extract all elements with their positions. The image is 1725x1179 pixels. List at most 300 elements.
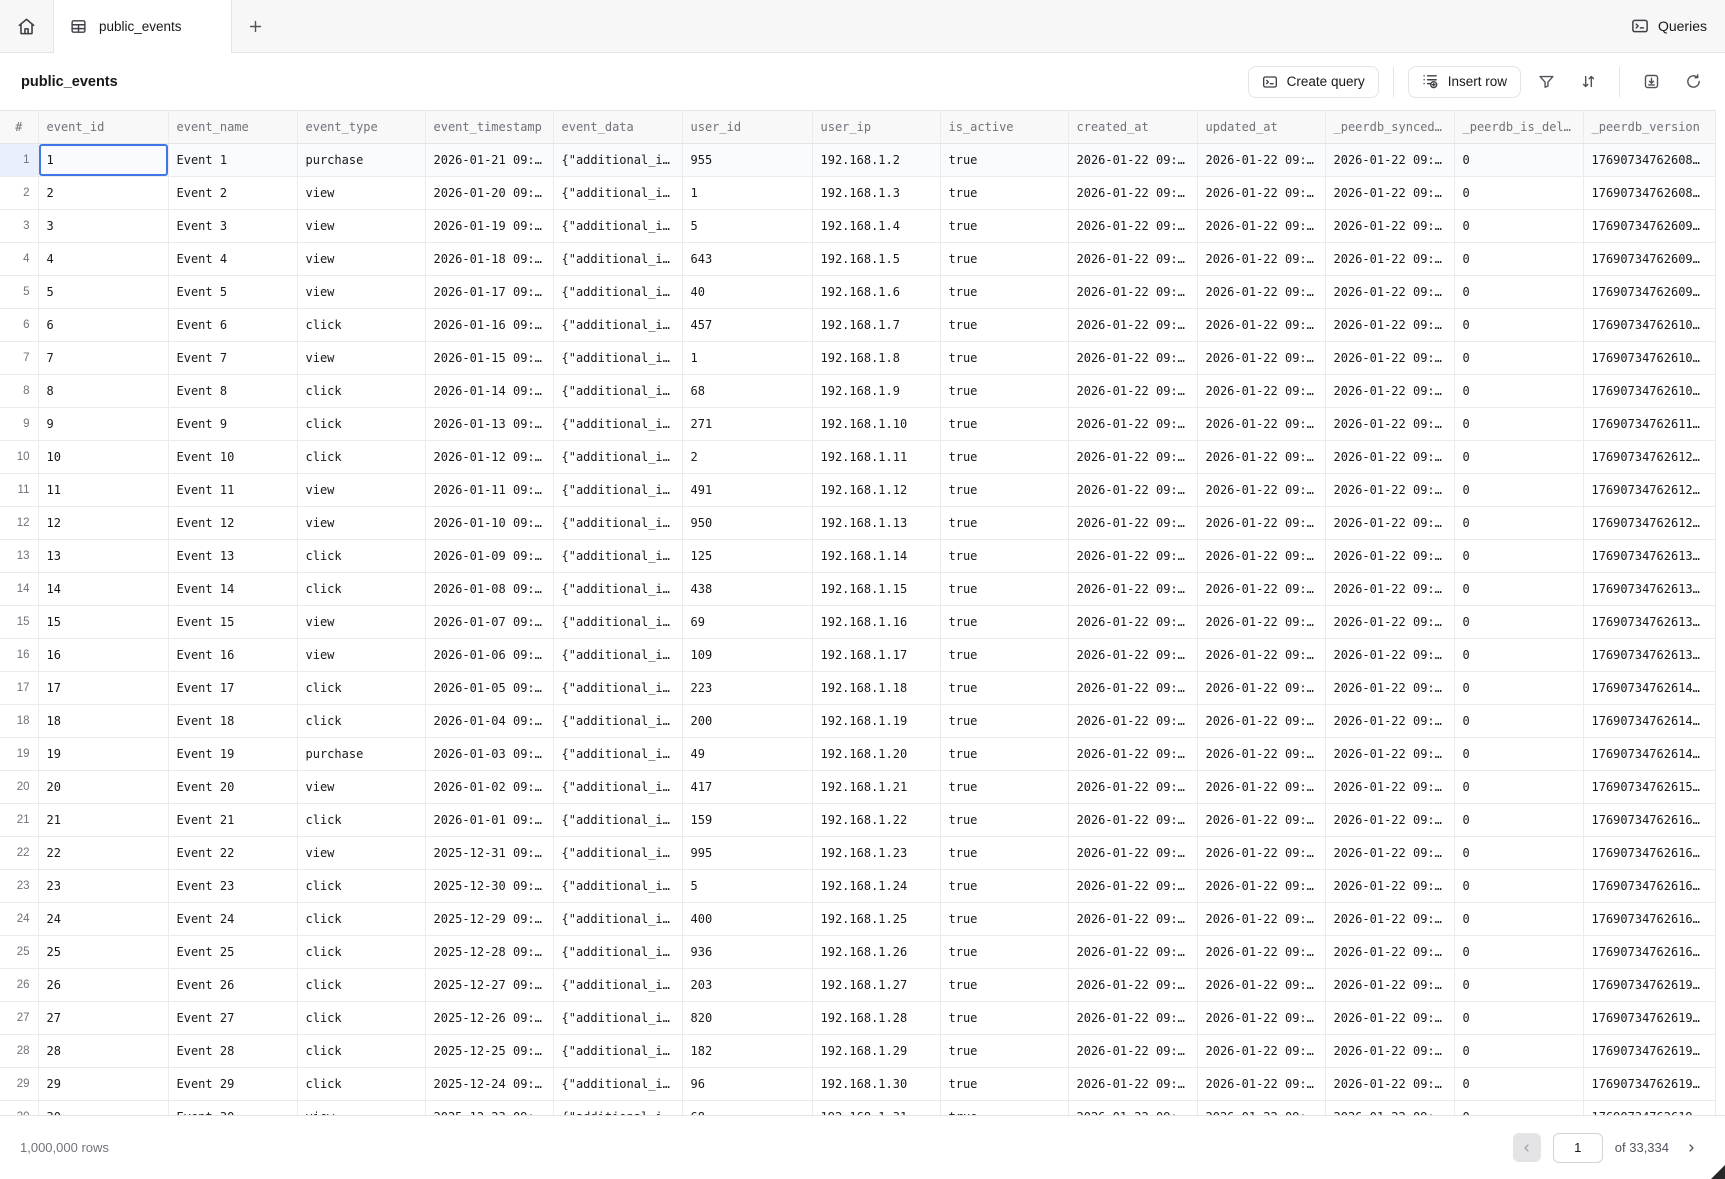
table-cell[interactable]: 4: [38, 243, 168, 276]
table-cell[interactable]: 2026-01-22 09:…: [1068, 771, 1197, 804]
table-cell[interactable]: 0: [1454, 936, 1583, 969]
table-cell[interactable]: 21: [38, 804, 168, 837]
table-cell[interactable]: 2026-01-22 09:…: [1197, 210, 1325, 243]
table-cell[interactable]: 5: [682, 210, 812, 243]
table-cell[interactable]: 192.168.1.22: [812, 804, 940, 837]
table-cell[interactable]: 2026-01-01 09:…: [425, 804, 553, 837]
table-cell[interactable]: true: [940, 144, 1068, 177]
sort-button[interactable]: [1571, 66, 1605, 98]
table-cell[interactable]: 14: [38, 573, 168, 606]
table-cell[interactable]: {"additional_i…: [553, 837, 682, 870]
table-cell[interactable]: click: [297, 672, 425, 705]
table-cell[interactable]: 0: [1454, 639, 1583, 672]
table-cell[interactable]: 2026-01-22 09:…: [1325, 804, 1454, 837]
table-cell[interactable]: {"additional_i…: [553, 705, 682, 738]
table-cell[interactable]: 2025-12-25 09:…: [425, 1035, 553, 1068]
table-cell[interactable]: true: [940, 804, 1068, 837]
table-cell[interactable]: Event 29: [168, 1068, 297, 1101]
table-cell[interactable]: 438: [682, 573, 812, 606]
table-cell[interactable]: 13: [38, 540, 168, 573]
table-cell[interactable]: Event 16: [168, 639, 297, 672]
table-cell[interactable]: 0: [1454, 738, 1583, 771]
row-number[interactable]: 26: [0, 969, 38, 1002]
row-number[interactable]: 12: [0, 507, 38, 540]
table-cell[interactable]: 2026-01-22 09:…: [1197, 738, 1325, 771]
row-number[interactable]: 22: [0, 837, 38, 870]
table-cell[interactable]: view: [297, 210, 425, 243]
table-cell[interactable]: 17690734762616…: [1583, 870, 1715, 903]
table-cell[interactable]: {"additional_i…: [553, 969, 682, 1002]
table-cell[interactable]: Event 8: [168, 375, 297, 408]
table-cell[interactable]: true: [940, 903, 1068, 936]
table-cell[interactable]: 192.168.1.17: [812, 639, 940, 672]
row-number[interactable]: 2: [0, 177, 38, 210]
table-cell[interactable]: Event 27: [168, 1002, 297, 1035]
table-cell[interactable]: 2026-01-22 09:…: [1325, 969, 1454, 1002]
table-cell[interactable]: 17690734762608…: [1583, 144, 1715, 177]
table-cell[interactable]: 2026-01-22 09:…: [1197, 144, 1325, 177]
row-number[interactable]: 1: [0, 144, 38, 177]
table-cell[interactable]: Event 22: [168, 837, 297, 870]
table-cell[interactable]: {"additional_i…: [553, 870, 682, 903]
table-cell[interactable]: 936: [682, 936, 812, 969]
table-cell[interactable]: 2026-01-19 09:…: [425, 210, 553, 243]
table-cell[interactable]: 2026-01-22 09:…: [1197, 1002, 1325, 1035]
table-cell[interactable]: 17: [38, 672, 168, 705]
table-cell[interactable]: 2026-01-22 09:…: [1068, 540, 1197, 573]
table-cell[interactable]: 0: [1454, 144, 1583, 177]
table-cell[interactable]: 17690734762613…: [1583, 540, 1715, 573]
table-cell[interactable]: Event 14: [168, 573, 297, 606]
table-cell[interactable]: 2026-01-05 09:…: [425, 672, 553, 705]
table-cell[interactable]: 2026-01-22 09:…: [1325, 309, 1454, 342]
table-cell[interactable]: 6: [38, 309, 168, 342]
table-cell[interactable]: 17690734762614…: [1583, 705, 1715, 738]
table-cell[interactable]: {"additional_i…: [553, 540, 682, 573]
table-cell[interactable]: 17690734762610…: [1583, 342, 1715, 375]
table-cell[interactable]: {"additional_i…: [553, 474, 682, 507]
column-header-peerdb-synced[interactable]: _peerdb_synced…: [1325, 111, 1454, 144]
window-resize-handle[interactable]: [1711, 1165, 1725, 1179]
table-cell[interactable]: 49: [682, 738, 812, 771]
table-cell[interactable]: 17690734762619…: [1583, 1035, 1715, 1068]
table-cell[interactable]: Event 18: [168, 705, 297, 738]
row-number[interactable]: 3: [0, 210, 38, 243]
table-cell[interactable]: 0: [1454, 1068, 1583, 1101]
table-cell[interactable]: {"additional_i…: [553, 342, 682, 375]
table-cell[interactable]: {"additional_i…: [553, 771, 682, 804]
table-cell[interactable]: 2026-01-11 09:…: [425, 474, 553, 507]
table-cell[interactable]: 417: [682, 771, 812, 804]
table-cell[interactable]: {"additional_i…: [553, 738, 682, 771]
table-cell[interactable]: 0: [1454, 1002, 1583, 1035]
table-cell[interactable]: 2026-01-22 09:…: [1325, 375, 1454, 408]
table-cell[interactable]: 2026-01-22 09:…: [1068, 672, 1197, 705]
table-cell[interactable]: 2026-01-06 09:…: [425, 639, 553, 672]
table-cell[interactable]: {"additional_i…: [553, 606, 682, 639]
table-cell[interactable]: 2026-01-22 09:…: [1325, 1035, 1454, 1068]
table-cell[interactable]: 192.168.1.26: [812, 936, 940, 969]
table-cell[interactable]: 2025-12-31 09:…: [425, 837, 553, 870]
table-cell[interactable]: click: [297, 441, 425, 474]
table-cell[interactable]: 0: [1454, 573, 1583, 606]
table-cell[interactable]: true: [940, 639, 1068, 672]
table-cell[interactable]: purchase: [297, 738, 425, 771]
table-cell[interactable]: 0: [1454, 210, 1583, 243]
table-cell[interactable]: 2026-01-22 09:…: [1325, 276, 1454, 309]
table-cell[interactable]: true: [940, 969, 1068, 1002]
table-cell[interactable]: 25: [38, 936, 168, 969]
refresh-button[interactable]: [1676, 66, 1710, 98]
queries-button[interactable]: [1613, 0, 1725, 52]
table-cell[interactable]: 2026-01-22 09:…: [1197, 1068, 1325, 1101]
table-cell[interactable]: 0: [1454, 408, 1583, 441]
table-cell[interactable]: true: [940, 1035, 1068, 1068]
table-cell[interactable]: 2026-01-22 09:…: [1197, 969, 1325, 1002]
table-cell[interactable]: 109: [682, 639, 812, 672]
table-cell[interactable]: 2026-01-22 09:…: [1068, 144, 1197, 177]
table-cell[interactable]: 19: [38, 738, 168, 771]
table-cell[interactable]: 192.168.1.10: [812, 408, 940, 441]
table-cell[interactable]: 22: [38, 837, 168, 870]
table-cell[interactable]: 192.168.1.9: [812, 375, 940, 408]
table-cell[interactable]: Event 5: [168, 276, 297, 309]
row-number[interactable]: 28: [0, 1035, 38, 1068]
table-cell[interactable]: 0: [1454, 441, 1583, 474]
table-cell[interactable]: 0: [1454, 705, 1583, 738]
row-number[interactable]: 15: [0, 606, 38, 639]
table-cell[interactable]: 2026-01-22 09:…: [1197, 177, 1325, 210]
row-number[interactable]: 25: [0, 936, 38, 969]
table-cell[interactable]: 2026-01-22 09:…: [1068, 474, 1197, 507]
table-cell[interactable]: 2026-01-22 09:…: [1068, 903, 1197, 936]
table-cell[interactable]: 192.168.1.15: [812, 573, 940, 606]
table-cell[interactable]: 0: [1454, 540, 1583, 573]
insert-row-button[interactable]: [1408, 66, 1521, 98]
table-cell[interactable]: 223: [682, 672, 812, 705]
home-button[interactable]: [0, 0, 53, 52]
filter-button[interactable]: [1529, 66, 1563, 98]
table-cell[interactable]: 5: [682, 870, 812, 903]
table-cell[interactable]: view: [297, 177, 425, 210]
table-cell[interactable]: {"additional_i…: [553, 177, 682, 210]
table-cell[interactable]: Event 4: [168, 243, 297, 276]
table-cell[interactable]: {"additional_i…: [553, 210, 682, 243]
table-cell[interactable]: 17690734762610…: [1583, 375, 1715, 408]
table-cell[interactable]: 2026-01-22 09:…: [1197, 606, 1325, 639]
table-cell[interactable]: 2026-01-22 09:…: [1325, 672, 1454, 705]
table-cell[interactable]: 2026-01-22 09:…: [1325, 540, 1454, 573]
table-cell[interactable]: true: [940, 1002, 1068, 1035]
table-cell[interactable]: 2026-01-22 09:…: [1197, 441, 1325, 474]
table-cell[interactable]: {"additional_i…: [553, 309, 682, 342]
row-number[interactable]: 23: [0, 870, 38, 903]
table-cell[interactable]: Event 15: [168, 606, 297, 639]
table-cell[interactable]: 995: [682, 837, 812, 870]
table-cell[interactable]: 28: [38, 1035, 168, 1068]
row-number[interactable]: 6: [0, 309, 38, 342]
table-cell[interactable]: 2026-01-22 09:…: [1068, 639, 1197, 672]
table-cell[interactable]: 192.168.1.19: [812, 705, 940, 738]
table-cell[interactable]: 24: [38, 903, 168, 936]
table-cell[interactable]: Event 1: [168, 144, 297, 177]
table-cell[interactable]: 17690734762616…: [1583, 936, 1715, 969]
table-cell[interactable]: 17690734762610…: [1583, 309, 1715, 342]
table-cell[interactable]: true: [940, 540, 1068, 573]
table-cell[interactable]: true: [940, 342, 1068, 375]
table-cell[interactable]: 2026-01-04 09:…: [425, 705, 553, 738]
table-cell[interactable]: 192.168.1.18: [812, 672, 940, 705]
table-cell[interactable]: 192.168.1.21: [812, 771, 940, 804]
column-header-user-id[interactable]: user_id: [682, 111, 812, 144]
next-page-button[interactable]: [1681, 1134, 1701, 1162]
table-cell[interactable]: 192.168.1.7: [812, 309, 940, 342]
table-cell[interactable]: 69: [682, 606, 812, 639]
table-cell[interactable]: Event 26: [168, 969, 297, 1002]
table-cell[interactable]: 2026-01-22 09:…: [1197, 672, 1325, 705]
column-header-updated-at[interactable]: updated_at: [1197, 111, 1325, 144]
table-cell[interactable]: purchase: [297, 144, 425, 177]
table-cell[interactable]: 1: [682, 342, 812, 375]
table-cell[interactable]: Event 11: [168, 474, 297, 507]
table-cell[interactable]: 2026-01-22 09:…: [1325, 639, 1454, 672]
table-cell[interactable]: 16: [38, 639, 168, 672]
table-cell[interactable]: {"additional_i…: [553, 441, 682, 474]
table-cell[interactable]: 29: [38, 1068, 168, 1101]
row-number[interactable]: 24: [0, 903, 38, 936]
table-cell[interactable]: 0: [1454, 375, 1583, 408]
table-cell[interactable]: 11: [38, 474, 168, 507]
table-cell[interactable]: 2026-01-22 09:…: [1068, 441, 1197, 474]
table-cell[interactable]: 17690734762608…: [1583, 177, 1715, 210]
table-cell[interactable]: 1: [38, 144, 168, 177]
table-cell[interactable]: 271: [682, 408, 812, 441]
table-cell[interactable]: 192.168.1.8: [812, 342, 940, 375]
table-cell[interactable]: 2026-01-22 09:…: [1068, 342, 1197, 375]
table-cell[interactable]: Event 17: [168, 672, 297, 705]
table-cell[interactable]: {"additional_i…: [553, 573, 682, 606]
table-cell[interactable]: 192.168.1.12: [812, 474, 940, 507]
table-cell[interactable]: 2026-01-22 09:…: [1197, 309, 1325, 342]
table-cell[interactable]: 192.168.1.29: [812, 1035, 940, 1068]
table-cell[interactable]: 192.168.1.5: [812, 243, 940, 276]
table-cell[interactable]: Event 24: [168, 903, 297, 936]
table-cell[interactable]: 2026-01-17 09:…: [425, 276, 553, 309]
table-cell[interactable]: 0: [1454, 870, 1583, 903]
table-cell[interactable]: 0: [1454, 474, 1583, 507]
table-cell[interactable]: Event 3: [168, 210, 297, 243]
row-number[interactable]: 17: [0, 672, 38, 705]
table-cell[interactable]: 192.168.1.20: [812, 738, 940, 771]
table-cell[interactable]: 15: [38, 606, 168, 639]
table-cell[interactable]: {"additional_i…: [553, 507, 682, 540]
table-cell[interactable]: 2026-01-22 09:…: [1197, 243, 1325, 276]
table-cell[interactable]: Event 20: [168, 771, 297, 804]
table-cell[interactable]: 2026-01-22 09:…: [1197, 507, 1325, 540]
table-cell[interactable]: 2026-01-22 09:…: [1325, 573, 1454, 606]
table-cell[interactable]: 2026-01-22 09:…: [1068, 177, 1197, 210]
table-cell[interactable]: 17690734762612…: [1583, 507, 1715, 540]
row-number[interactable]: 20: [0, 771, 38, 804]
table-cell[interactable]: 17690734762614…: [1583, 738, 1715, 771]
table-cell[interactable]: true: [940, 408, 1068, 441]
table-cell[interactable]: 192.168.1.23: [812, 837, 940, 870]
table-cell[interactable]: 96: [682, 1068, 812, 1101]
table-cell[interactable]: 2026-01-10 09:…: [425, 507, 553, 540]
table-cell[interactable]: 8: [38, 375, 168, 408]
table-cell[interactable]: true: [940, 870, 1068, 903]
table-cell[interactable]: 2026-01-22 09:…: [1068, 276, 1197, 309]
table-cell[interactable]: true: [940, 441, 1068, 474]
table-cell[interactable]: 0: [1454, 1035, 1583, 1068]
row-number[interactable]: 9: [0, 408, 38, 441]
table-cell[interactable]: Event 28: [168, 1035, 297, 1068]
row-number[interactable]: 14: [0, 573, 38, 606]
table-cell[interactable]: 2026-01-22 09:…: [1325, 474, 1454, 507]
table-cell[interactable]: 2026-01-22 09:…: [1068, 210, 1197, 243]
table-cell[interactable]: {"additional_i…: [553, 375, 682, 408]
create-query-button[interactable]: [1248, 66, 1379, 98]
table-cell[interactable]: 125: [682, 540, 812, 573]
table-cell[interactable]: 2026-01-22 09:…: [1325, 1002, 1454, 1035]
table-cell[interactable]: true: [940, 375, 1068, 408]
table-cell[interactable]: 7: [38, 342, 168, 375]
table-cell[interactable]: 17690734762609…: [1583, 276, 1715, 309]
table-cell[interactable]: 17690734762613…: [1583, 606, 1715, 639]
new-tab-button[interactable]: [232, 0, 278, 52]
table-cell[interactable]: true: [940, 243, 1068, 276]
row-number[interactable]: 16: [0, 639, 38, 672]
row-number[interactable]: 18: [0, 705, 38, 738]
table-cell[interactable]: {"additional_i…: [553, 672, 682, 705]
table-cell[interactable]: true: [940, 672, 1068, 705]
table-cell[interactable]: 17690734762612…: [1583, 441, 1715, 474]
table-cell[interactable]: 192.168.1.28: [812, 1002, 940, 1035]
table-cell[interactable]: 17690734762613…: [1583, 573, 1715, 606]
table-cell[interactable]: click: [297, 804, 425, 837]
table-cell[interactable]: 0: [1454, 837, 1583, 870]
table-cell[interactable]: 192.168.1.16: [812, 606, 940, 639]
table-cell[interactable]: 2026-01-14 09:…: [425, 375, 553, 408]
column-header-event-timestamp[interactable]: event_timestamp: [425, 111, 553, 144]
table-cell[interactable]: {"additional_i…: [553, 804, 682, 837]
table-cell[interactable]: view: [297, 639, 425, 672]
table-cell[interactable]: 2026-01-22 09:…: [1197, 705, 1325, 738]
table-cell[interactable]: view: [297, 276, 425, 309]
table-cell[interactable]: Event 19: [168, 738, 297, 771]
table-cell[interactable]: 192.168.1.24: [812, 870, 940, 903]
table-cell[interactable]: 400: [682, 903, 812, 936]
table-cell[interactable]: click: [297, 1068, 425, 1101]
table-cell[interactable]: 2026-01-22 09:…: [1068, 738, 1197, 771]
row-number[interactable]: 4: [0, 243, 38, 276]
table-cell[interactable]: view: [297, 771, 425, 804]
table-cell[interactable]: 2026-01-22 09:…: [1197, 342, 1325, 375]
table-cell[interactable]: view: [297, 837, 425, 870]
table-cell[interactable]: 2026-01-07 09:…: [425, 606, 553, 639]
table-cell[interactable]: true: [940, 309, 1068, 342]
table-cell[interactable]: 20: [38, 771, 168, 804]
row-number[interactable]: 27: [0, 1002, 38, 1035]
table-cell[interactable]: 2026-01-22 09:…: [1068, 870, 1197, 903]
table-cell[interactable]: 2025-12-29 09:…: [425, 903, 553, 936]
row-number[interactable]: 7: [0, 342, 38, 375]
table-cell[interactable]: 2026-01-22 09:…: [1325, 342, 1454, 375]
table-cell[interactable]: Event 12: [168, 507, 297, 540]
table-cell[interactable]: 17690734762619…: [1583, 1002, 1715, 1035]
table-cell[interactable]: 2026-01-22 09:…: [1197, 837, 1325, 870]
row-number[interactable]: 8: [0, 375, 38, 408]
table-cell[interactable]: 17690734762613…: [1583, 639, 1715, 672]
table-cell[interactable]: 0: [1454, 342, 1583, 375]
table-cell[interactable]: 2026-01-21 09:…: [425, 144, 553, 177]
table-cell[interactable]: true: [940, 177, 1068, 210]
table-cell[interactable]: Event 7: [168, 342, 297, 375]
table-cell[interactable]: click: [297, 903, 425, 936]
table-cell[interactable]: click: [297, 1035, 425, 1068]
table-cell[interactable]: 159: [682, 804, 812, 837]
table-cell[interactable]: {"additional_i…: [553, 1035, 682, 1068]
table-cell[interactable]: {"additional_i…: [553, 144, 682, 177]
row-number[interactable]: 10: [0, 441, 38, 474]
table-cell[interactable]: 2025-12-28 09:…: [425, 936, 553, 969]
table-cell[interactable]: 192.168.1.14: [812, 540, 940, 573]
table-cell[interactable]: 2026-01-22 09:…: [1068, 606, 1197, 639]
table-cell[interactable]: click: [297, 408, 425, 441]
table-cell[interactable]: 192.168.1.25: [812, 903, 940, 936]
table-cell[interactable]: 2026-01-22 09:…: [1325, 177, 1454, 210]
table-cell[interactable]: 2026-01-03 09:…: [425, 738, 553, 771]
table-cell[interactable]: 2026-01-22 09:…: [1068, 1035, 1197, 1068]
table-cell[interactable]: 17690734762615…: [1583, 771, 1715, 804]
table-cell[interactable]: 17690734762616…: [1583, 804, 1715, 837]
table-cell[interactable]: {"additional_i…: [553, 1002, 682, 1035]
table-cell[interactable]: {"additional_i…: [553, 1068, 682, 1101]
table-cell[interactable]: 2026-01-12 09:…: [425, 441, 553, 474]
table-cell[interactable]: click: [297, 705, 425, 738]
table-cell[interactable]: 182: [682, 1035, 812, 1068]
table-cell[interactable]: 2026-01-22 09:…: [1068, 573, 1197, 606]
table-cell[interactable]: 3: [38, 210, 168, 243]
table-cell[interactable]: 2026-01-22 09:…: [1068, 408, 1197, 441]
table-cell[interactable]: 2026-01-22 09:…: [1068, 804, 1197, 837]
table-cell[interactable]: 2026-01-22 09:…: [1068, 837, 1197, 870]
table-cell[interactable]: 17690734762619…: [1583, 969, 1715, 1002]
table-cell[interactable]: Event 23: [168, 870, 297, 903]
table-cell[interactable]: true: [940, 606, 1068, 639]
row-number[interactable]: 11: [0, 474, 38, 507]
table-cell[interactable]: view: [297, 243, 425, 276]
table-cell[interactable]: 643: [682, 243, 812, 276]
column-header-user-ip[interactable]: user_ip: [812, 111, 940, 144]
table-cell[interactable]: 0: [1454, 177, 1583, 210]
column-header-peerdb-version[interactable]: _peerdb_version: [1583, 111, 1715, 144]
table-cell[interactable]: true: [940, 936, 1068, 969]
table-cell[interactable]: 0: [1454, 969, 1583, 1002]
table-cell[interactable]: 2026-01-22 09:…: [1325, 771, 1454, 804]
table-cell[interactable]: 2026-01-22 09:…: [1325, 144, 1454, 177]
table-cell[interactable]: true: [940, 705, 1068, 738]
table-cell[interactable]: view: [297, 342, 425, 375]
table-cell[interactable]: 2026-01-22 09:…: [1325, 1068, 1454, 1101]
table-cell[interactable]: 27: [38, 1002, 168, 1035]
table-cell[interactable]: 2026-01-22 09:…: [1197, 1035, 1325, 1068]
table-cell[interactable]: 1: [682, 177, 812, 210]
table-cell[interactable]: {"additional_i…: [553, 936, 682, 969]
table-cell[interactable]: 2026-01-22 09:…: [1325, 936, 1454, 969]
table-cell[interactable]: click: [297, 969, 425, 1002]
table-cell[interactable]: 2025-12-30 09:…: [425, 870, 553, 903]
